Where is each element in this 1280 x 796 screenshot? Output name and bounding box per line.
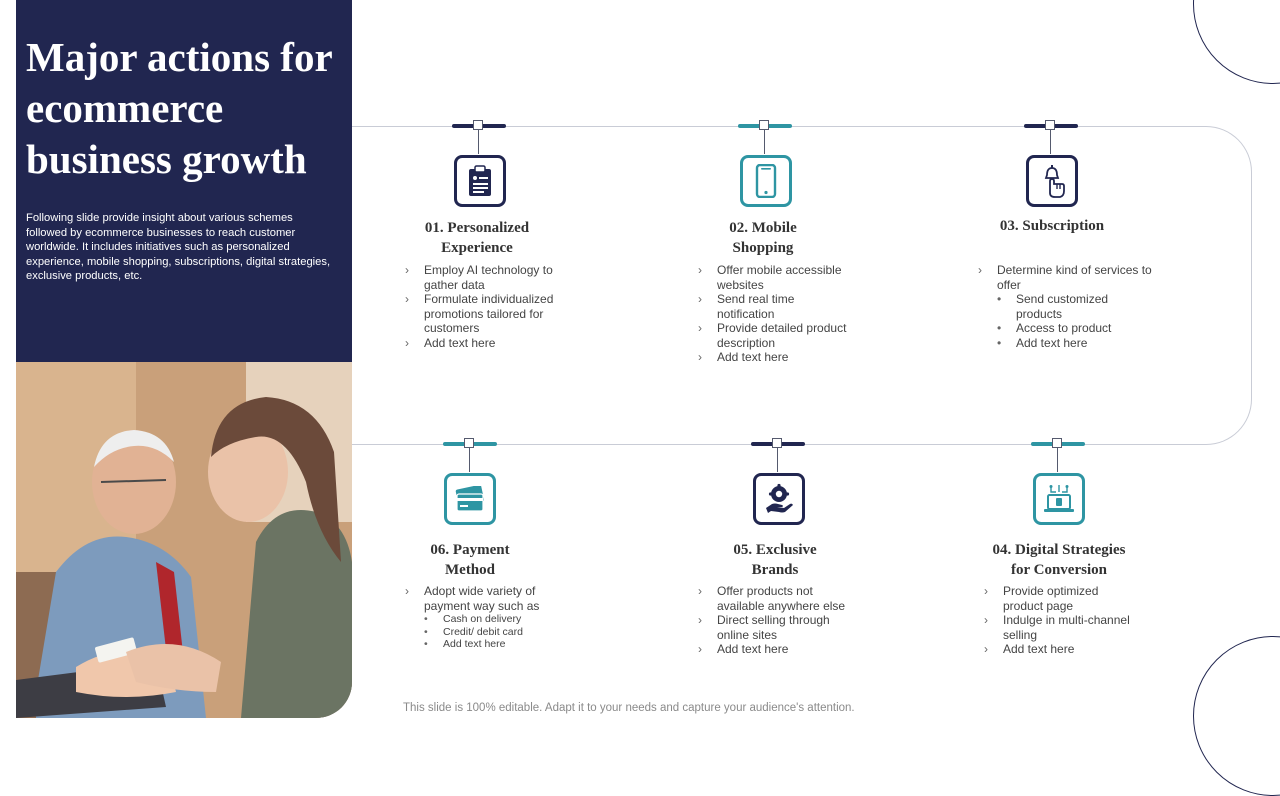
sub-list-item: • Add text here <box>978 336 1153 351</box>
list-item: › Adopt wide variety of payment way such as <box>405 584 555 613</box>
step-05-title: 05. Exclusive Brands <box>733 542 817 578</box>
timeline-node-01 <box>452 124 506 154</box>
step-01-bullets <box>405 263 575 350</box>
sub-list-item: • Credit/ debit card <box>405 626 555 639</box>
step-03-title: 03. Subscription <box>999 218 1105 234</box>
list-item: › Send real time notification <box>698 292 848 321</box>
list-item: › Formulate individualized promotions tailored for customers <box>405 292 575 336</box>
decorative-circle-bottom <box>1193 636 1280 796</box>
timeline-node-02 <box>738 124 792 154</box>
credit-card-icon <box>454 486 486 512</box>
hand-badge-icon <box>763 483 795 515</box>
footer-note: This slide is 100% editable. Adapt it to your needs and capture your audience's attention. <box>403 702 855 714</box>
slide-title: Major actions for ecommerce business growth <box>26 34 332 182</box>
list-item: › Direct selling through online sites <box>698 613 863 642</box>
business-photo <box>16 362 352 718</box>
step-04-icon-box <box>1033 473 1085 525</box>
list-item: › Provide detailed product description <box>698 321 848 350</box>
list-item: › Employ AI technology to gather data <box>405 263 575 292</box>
decorative-circle-top <box>1193 0 1280 84</box>
step-06-title: 06. Payment Method <box>430 542 510 578</box>
slide-description: Following slide provide insight about various schemes followed by ecommerce businesses to reach customer worldwide. It includes initiatives such as personalized experience, mobile shopping, subscriptions, digital strategies, exclusive products, etc. <box>26 212 331 282</box>
list-item: › Offer products not available anywhere else <box>698 584 863 613</box>
step-05-bullets <box>698 584 863 657</box>
step-01-icon-box <box>454 155 506 207</box>
timeline-node-05 <box>751 442 805 472</box>
sub-list-item: • Access to product <box>978 321 1153 336</box>
step-03-bullets <box>978 263 1153 350</box>
list-item: › Add text here <box>405 336 575 351</box>
timeline-node-06 <box>443 442 497 472</box>
list-item: › Determine kind of services to offer <box>978 263 1153 292</box>
list-item: › Provide optimized product page <box>984 584 1134 613</box>
step-04-bullets <box>984 584 1134 657</box>
clipboard-icon <box>465 165 495 197</box>
step-05-icon-box <box>753 473 805 525</box>
step-04-title: 04. Digital Strategies for Conversion <box>992 542 1126 578</box>
sub-list-item: • Add text here <box>405 638 555 651</box>
step-02-bullets <box>698 263 848 365</box>
timeline-node-03 <box>1024 124 1078 154</box>
step-02-title: 02. Mobile Shopping <box>729 220 797 256</box>
list-item: › Indulge in multi-channel selling <box>984 613 1134 642</box>
list-item: › Add text here <box>984 642 1134 657</box>
step-06-bullets <box>405 584 555 651</box>
list-item: › Add text here <box>698 350 848 365</box>
sub-list-item: • Cash on delivery <box>405 613 555 626</box>
step-02-icon-box <box>740 155 792 207</box>
bell-touch-icon <box>1037 163 1067 199</box>
step-06-icon-box <box>444 473 496 525</box>
laptop-network-icon <box>1042 484 1076 514</box>
sub-list-item: • Send customized products <box>978 292 1153 321</box>
timeline-node-04 <box>1031 442 1085 472</box>
list-item: › Add text here <box>698 642 863 657</box>
step-01-title: 01. Personalized Experience <box>424 220 530 256</box>
step-03-icon-box <box>1026 155 1078 207</box>
list-item: › Offer mobile accessible websites <box>698 263 848 292</box>
smartphone-icon <box>753 164 779 198</box>
